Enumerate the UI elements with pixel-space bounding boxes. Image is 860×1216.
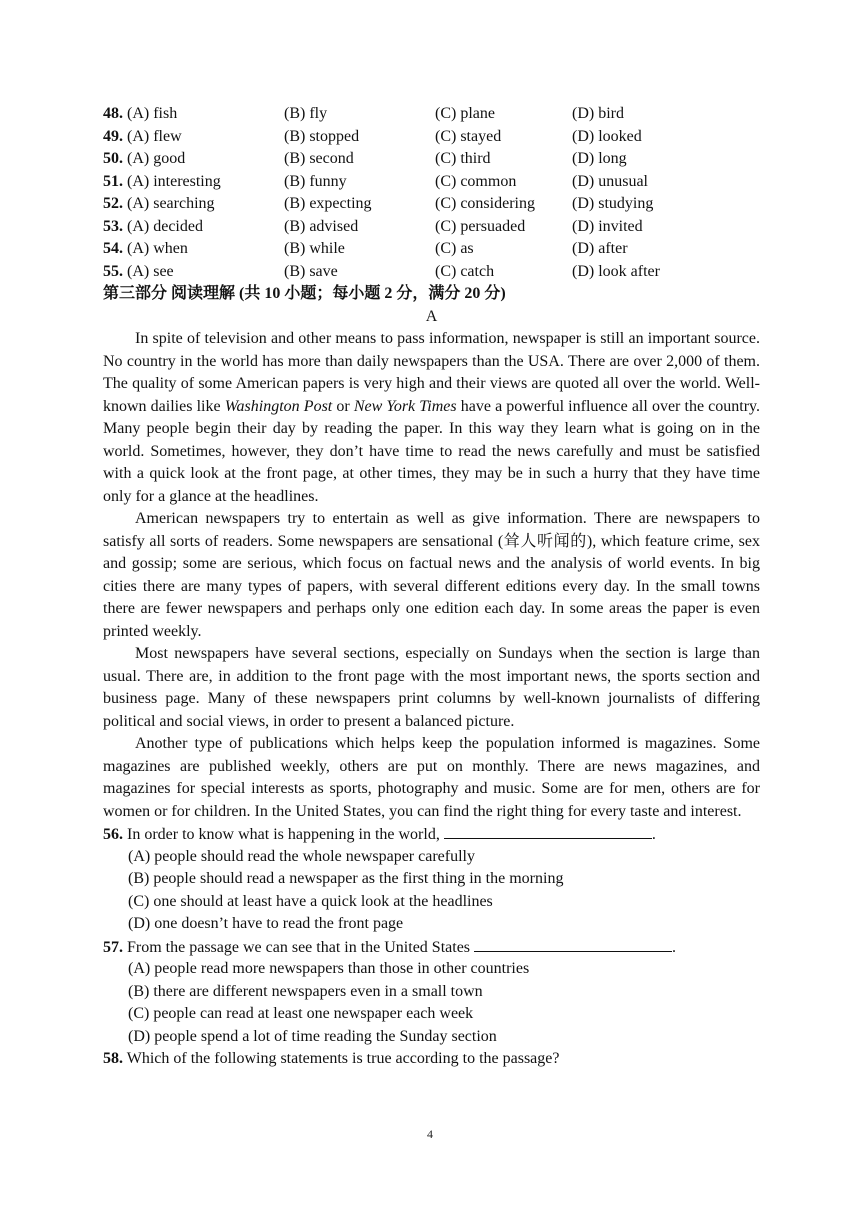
paragraph-4: Another type of publications which helps keep the population informed is magazines. Some magazines are published weekly, others are put on monthly. There are news magazines, and magazines for special interests as sports, photography and music. Some are for men, others are for women or for children. In the United States, you can find the right thing for every taste and interest.: [103, 735, 760, 820]
question-number: 51.: [103, 172, 123, 190]
option-a: (A) fish: [127, 105, 178, 122]
question-number: 50.: [103, 150, 123, 167]
section-title: 第三部分 阅读理解 (共 10 小题；每小题 2 分，满分 20 分): [103, 285, 506, 302]
question-number: 57.: [103, 938, 123, 956]
option-d: (D) unusual: [572, 172, 648, 190]
option-a: (A) searching: [127, 195, 215, 212]
question-number: 56.: [103, 826, 123, 843]
answer-blank[interactable]: [444, 823, 652, 839]
option-d: (D) after: [572, 240, 628, 257]
answer-blank[interactable]: [474, 936, 672, 952]
option-a: (A) good: [127, 150, 186, 167]
option-c: (C) persuaded: [435, 217, 526, 235]
option-b: (B) advised: [284, 217, 359, 235]
option-row-51: [103, 171, 760, 194]
paragraph-1: In spite of television and other means to pass information, newspaper is still an important source. No country in the world has more than daily newspapers than the USA. There are over 2,000 of them. The quality of some American papers is very high and their views are quoted all over the world. Well-known dailies like Washington Post or New York Times have a powerful influence all over the country. Many people begin their day by reading the paper. In this way they learn what is going on in the world. Sometimes, however, they don’t have time to read the news carefully and must be satisfied with a quick look at the front page, at other times, they may be in such a hurry that they have time only for a glance at the headlines.: [103, 330, 760, 505]
option-d: (D) looked: [572, 127, 642, 145]
option-d: (D) long: [572, 150, 627, 167]
option-d: (D) studying: [572, 195, 654, 212]
option-b: (B) while: [284, 240, 345, 257]
option-c: (C) third: [435, 150, 491, 167]
document-page: [103, 103, 760, 1071]
question-58: [103, 1048, 760, 1071]
question-56: 56. In order to know what is happening in the world, . (A) people should read the whole newspaper carefully (B) people should read a newspaper as the first thing in the morning (C) one should at least have a quick look at the headlines (D) one doesn’t have to read the front page: [103, 823, 760, 936]
option-c: (C) considering: [435, 195, 535, 212]
option-row-49: [103, 126, 760, 149]
option-c: (C) catch: [435, 262, 495, 280]
question-number: 53.: [103, 217, 123, 235]
option-b: (B) save: [284, 262, 338, 280]
option-row-52: [103, 193, 760, 216]
choice-d: (D) people spend a lot of time reading the Sunday section: [128, 1027, 497, 1045]
choice-c: (C) one should at least have a quick look at the headlines: [128, 892, 493, 910]
option-d: (D) look after: [572, 262, 660, 280]
choice-a: (A) people read more newspapers than those in other countries: [128, 960, 530, 977]
option-c: (C) plane: [435, 105, 495, 122]
option-c: (C) as: [435, 240, 474, 257]
option-row-53: [103, 216, 760, 239]
option-b: (B) second: [284, 150, 354, 167]
option-row-55: [103, 261, 760, 284]
passage-label: A: [425, 307, 438, 325]
option-d: (D) invited: [572, 217, 643, 235]
option-c: (C) common: [435, 172, 517, 190]
option-c: (C) stayed: [435, 127, 502, 145]
question-number: 48.: [103, 105, 123, 122]
option-b: (B) funny: [284, 172, 347, 190]
choice-d: (D) one doesn’t have to read the front page: [128, 915, 404, 932]
choice-b: (B) there are different newspapers even in a small town: [128, 982, 483, 1000]
option-row-54: [103, 238, 760, 261]
page-number: 4: [427, 1127, 433, 1141]
paragraph-3: Most newspapers have several sections, especially on Sundays when the section is large than usual. There are, in addition to the front page with the most important news, the sports section and business page. Many of these newspapers print columns by well-known journalists of differing political and social views, in order to present a balanced picture.: [103, 645, 760, 730]
option-b: (B) expecting: [284, 195, 372, 212]
question-number: 52.: [103, 195, 123, 212]
question-number: 58.: [103, 1050, 123, 1067]
question-text: From the passage we can see that in the United States: [123, 938, 475, 956]
question-text: Which of the following statements is true according to the passage?: [123, 1050, 560, 1067]
newspaper-title: Washington Post: [224, 397, 333, 415]
option-row-50: [103, 148, 760, 171]
option-a: (A) when: [127, 240, 188, 257]
option-a: (A) interesting: [127, 172, 221, 190]
cloze-options: [103, 103, 760, 283]
option-a: (A) see: [127, 262, 174, 280]
question-number: 54.: [103, 240, 123, 257]
option-a: (A) flew: [127, 127, 182, 145]
question-number: 49.: [103, 127, 123, 145]
option-a: (A) decided: [127, 217, 203, 235]
choice-b: (B) people should read a newspaper as the first thing in the morning: [128, 870, 564, 887]
option-b: (B) fly: [284, 105, 328, 122]
question-number: 55.: [103, 262, 123, 280]
question-57: 57. From the passage we can see that in the United States . (A) people read more newspapers than those in other countries (B) there are different newspapers even in a small town (C) people can read at least one newspaper each week (D) people spend a lot of time reading the Sunday section: [103, 936, 760, 1049]
newspaper-title: New York Times: [353, 397, 457, 415]
question-text: In order to know what is happening in the world,: [123, 826, 444, 843]
choice-a: (A) people should read the whole newspaper carefully: [128, 847, 475, 865]
paragraph-2: American newspapers try to entertain as well as give information. There are newspapers to satisfy all sorts of readers. Some newspapers are sensational (耸人听闻的), which feature crime, sex and gossip; some are serious, which focus on factual news and the analysis of world events. In big cities there are many types of papers, with several different editions every day. In the small towns there are fewer newspapers and perhaps only one edition each day. In some areas the paper is even printed weekly.: [103, 510, 760, 640]
option-d: (D) bird: [572, 105, 624, 122]
option-b: (B) stopped: [284, 127, 360, 145]
choice-c: (C) people can read at least one newspaper each week: [128, 1005, 474, 1022]
option-row-48: [103, 103, 760, 126]
passage: [103, 328, 760, 823]
